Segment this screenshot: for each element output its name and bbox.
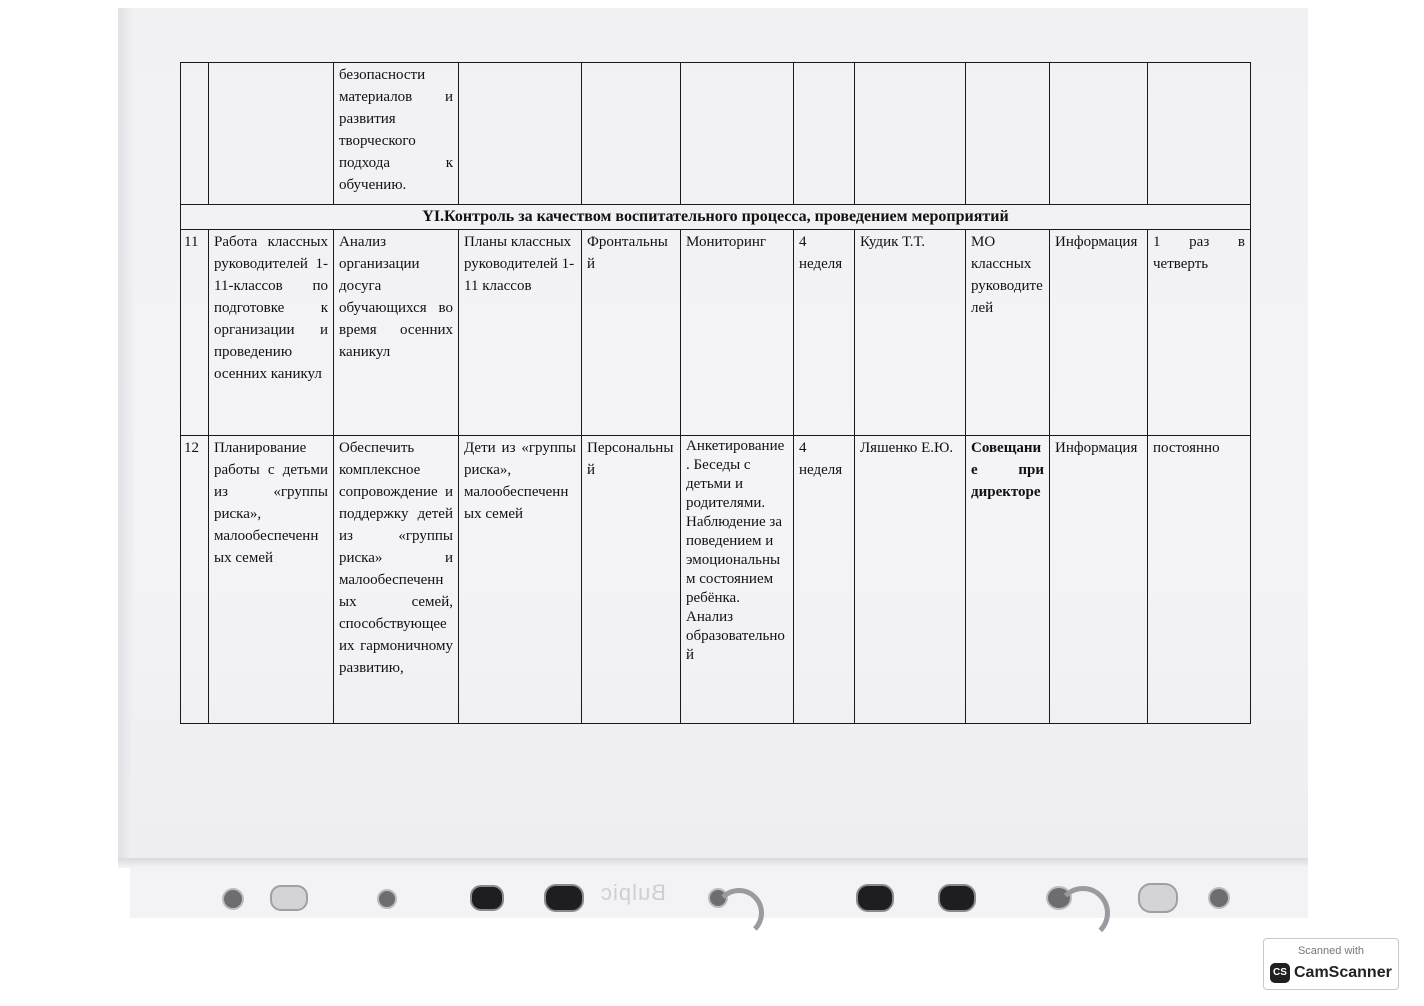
frequency-cell (1148, 63, 1251, 205)
binder-ring (714, 888, 764, 938)
section-header-row (181, 205, 1251, 230)
camscanner-logo-icon: CS (1270, 963, 1290, 983)
responsible-cell: Кудик Т.Т. (855, 230, 966, 436)
control-plan-table (180, 62, 1251, 724)
binder-hole (222, 888, 244, 910)
period-cell: 4 неделя (794, 230, 855, 436)
result-cell: Информация (1050, 230, 1148, 436)
table-row (181, 63, 1251, 205)
sheet-edge (118, 858, 1308, 868)
row-number-cell (181, 63, 209, 205)
binder-brand: Bulpic (600, 880, 666, 905)
control-type-cell: Персональный (582, 436, 681, 724)
goal-cell: Анализ организации досуга обучающихся во время осенних каникул (334, 230, 459, 436)
sheet-shadow (118, 8, 134, 862)
review-cell: Совещание при директоре (966, 436, 1050, 724)
topic-cell: Планирование работы с детьми из «группы риска», малообеспеченных семей (209, 436, 334, 724)
binder-hole (270, 885, 308, 911)
binder-hole (377, 889, 397, 909)
goal-cell: Обеспечить комплексное сопровождение и поддержку детей из «группы риска» и малообеспеченных семей, способствующее их гармоничному развитию, (334, 436, 459, 724)
object-cell: Дети из «группы риска», малообеспеченных семей (459, 436, 582, 724)
responsible-cell: Ляшенко Е.Ю. (855, 436, 966, 724)
review-cell (966, 63, 1050, 205)
table-row (181, 230, 1251, 436)
responsible-cell (855, 63, 966, 205)
period-cell (794, 63, 855, 205)
frequency-cell: 1 раз в четверть (1148, 230, 1251, 436)
method-cell: Мониторинг (681, 230, 794, 436)
row-number-cell: 11 (181, 230, 209, 436)
method-cell (681, 63, 794, 205)
binder-hole (856, 884, 894, 912)
row-number-cell: 12 (181, 436, 209, 724)
table-row (181, 436, 1251, 724)
section-title: YI.Контроль за качеством воспитательного процесса, проведением мероприятий (181, 205, 1251, 230)
binder-hole (470, 885, 504, 911)
result-cell: Информация (1050, 436, 1148, 724)
goal-cell: безопасности материалов и развития творческого подхода к обучению. (334, 63, 459, 205)
watermark-caption: Scanned with (1297, 945, 1365, 957)
binder-ring (1056, 886, 1110, 940)
method-cell: Анкетирование . Беседы с детьми и родителями. Наблюдение за поведением и эмоциональным состоянием ребёнка. Анализ образовательной (681, 436, 794, 724)
frequency-cell: постоянно (1148, 436, 1251, 724)
camscanner-watermark (1263, 938, 1399, 990)
result-cell (1050, 63, 1148, 205)
binder-hole (938, 884, 976, 912)
object-cell: Планы классных руководителей 1-11 классов (459, 230, 582, 436)
watermark-brand: CamScanner (1294, 964, 1392, 981)
topic-cell (209, 63, 334, 205)
topic-cell: Работа классных руководителей 1-11-классов по подготовке к организации и проведению осенних каникул (209, 230, 334, 436)
binder-hole (544, 884, 584, 912)
control-type-cell: Фронтальный (582, 230, 681, 436)
review-cell: МО классных руководителей (966, 230, 1050, 436)
control-type-cell (582, 63, 681, 205)
binder-hole (1208, 887, 1230, 909)
binder-hole (1138, 883, 1178, 913)
period-cell: 4 неделя (794, 436, 855, 724)
object-cell (459, 63, 582, 205)
